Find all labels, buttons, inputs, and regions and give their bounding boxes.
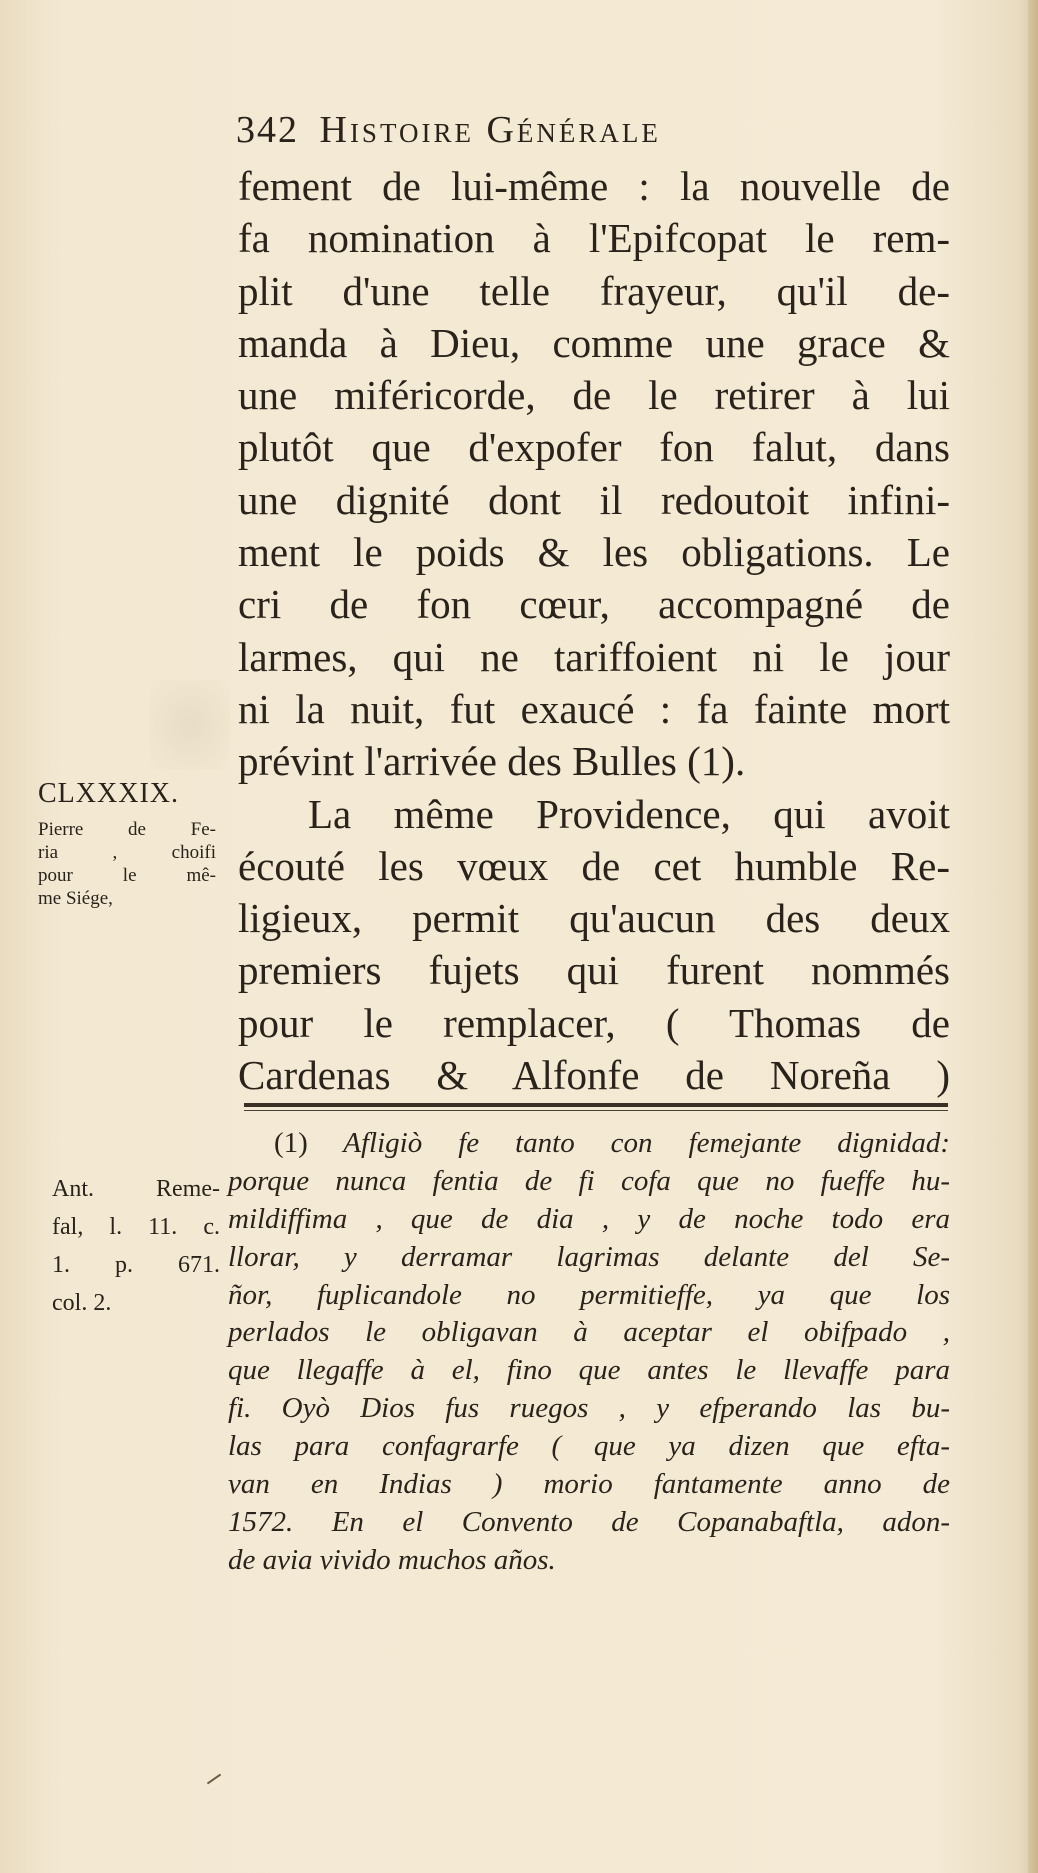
margin-summary-line: me Siége,: [38, 888, 113, 909]
margin-summary-line: Pierre de Fe-: [38, 819, 216, 840]
page-number: 342: [236, 109, 299, 151]
footnote-line: perlados le obligavan à aceptar el obifpado ,: [228, 1316, 950, 1349]
main-text: [238, 160, 950, 1101]
running-title: Histoire Générale: [319, 109, 661, 151]
footnote-marker: (1): [274, 1127, 308, 1159]
footnote-source-reference: [52, 1170, 220, 1322]
body-line: prévint l'arrivée des Bulles (1).: [238, 738, 746, 785]
footnote-line: de avia vivido muchos años.: [228, 1543, 556, 1576]
body-line: une miféricorde, de le retirer à lui: [238, 372, 950, 419]
body-line: premiers fujets qui furent nommés: [238, 947, 950, 994]
body-line: ment le poids & les obligations. Le: [238, 529, 950, 576]
footnote-rule-thin: [244, 1110, 948, 1111]
footnote-line: las para confagrarfe ( que ya dizen que efta-: [228, 1430, 950, 1463]
body-line: plit d'une telle frayeur, qu'il de-: [238, 267, 950, 314]
body-line: une dignité dont il redoutoit infini-: [238, 476, 950, 523]
body-line: larmes, qui ne tariffoient ni le jour: [238, 633, 950, 680]
margin-summary-line: pour le mê-: [38, 865, 216, 886]
body-line: plutôt que d'expofer fon falut, dans: [238, 424, 950, 471]
body-line: écouté les vœux de cet humble Re-: [238, 842, 950, 889]
page-edge: [1028, 0, 1038, 1873]
body-line: Cardenas & Alfonfe de Noreña ): [238, 1052, 950, 1099]
body-line: fement de lui-même : la nouvelle de: [238, 163, 950, 209]
page-smudge: [150, 680, 230, 770]
body-line: ligieux, permit qu'aucun des deux: [238, 895, 950, 942]
source-reference-line: 1. p. 671.: [52, 1252, 220, 1278]
footnote-line: mildiffima , que de dia , y de noche todo era: [228, 1202, 950, 1235]
margin-section-number: CLXXXIX.: [38, 778, 179, 809]
footnote-line: llorar, y derramar lagrimas delante del Se-: [228, 1240, 950, 1273]
source-reference-line: fal, l. 11. c.: [52, 1214, 220, 1240]
body-line: La même Providence, qui avoit: [308, 790, 950, 837]
body-line: cri de fon cœur, accompagné de: [238, 581, 950, 628]
footnote-line: van en Indias ) morio fantamente anno de: [228, 1468, 950, 1501]
running-header: [236, 108, 916, 156]
body-line: ni la nuit, fut exaucé : fa fainte mort: [238, 685, 950, 732]
source-reference-line: Ant. Reme-: [52, 1176, 220, 1202]
footnote-line-text: Afligiò fe tanto con femejante dignidad:: [343, 1127, 950, 1159]
footnote-line: [228, 1125, 950, 1163]
footnote-line: fi. Oyò Dios fus ruegos , y efperando las bu-: [228, 1392, 950, 1425]
footnote-rule: [244, 1103, 948, 1107]
footnote-line: que llegaffe à el, fino que antes le llevaffe para: [228, 1354, 950, 1387]
footnote-line: porque nunca fentia de fi cofa que no fueffe hu-: [228, 1164, 950, 1197]
source-reference-line: col. 2.: [52, 1290, 112, 1316]
body-line: manda à Dieu, comme une grace &: [238, 319, 950, 366]
margin-summary: [38, 818, 216, 910]
footnote-line: 1572. En el Convento de Copanabaftla, adon-: [228, 1505, 950, 1538]
body-line: fa nomination à l'Epifcopat le rem-: [238, 215, 950, 262]
footnote-line: ñor, fuplicandole no permitieffe, ya que los: [228, 1278, 950, 1311]
footnote: [228, 1125, 950, 1580]
body-line: pour le remplacer, ( Thomas de: [238, 999, 950, 1046]
margin-summary-line: ria , choifi: [38, 842, 216, 863]
